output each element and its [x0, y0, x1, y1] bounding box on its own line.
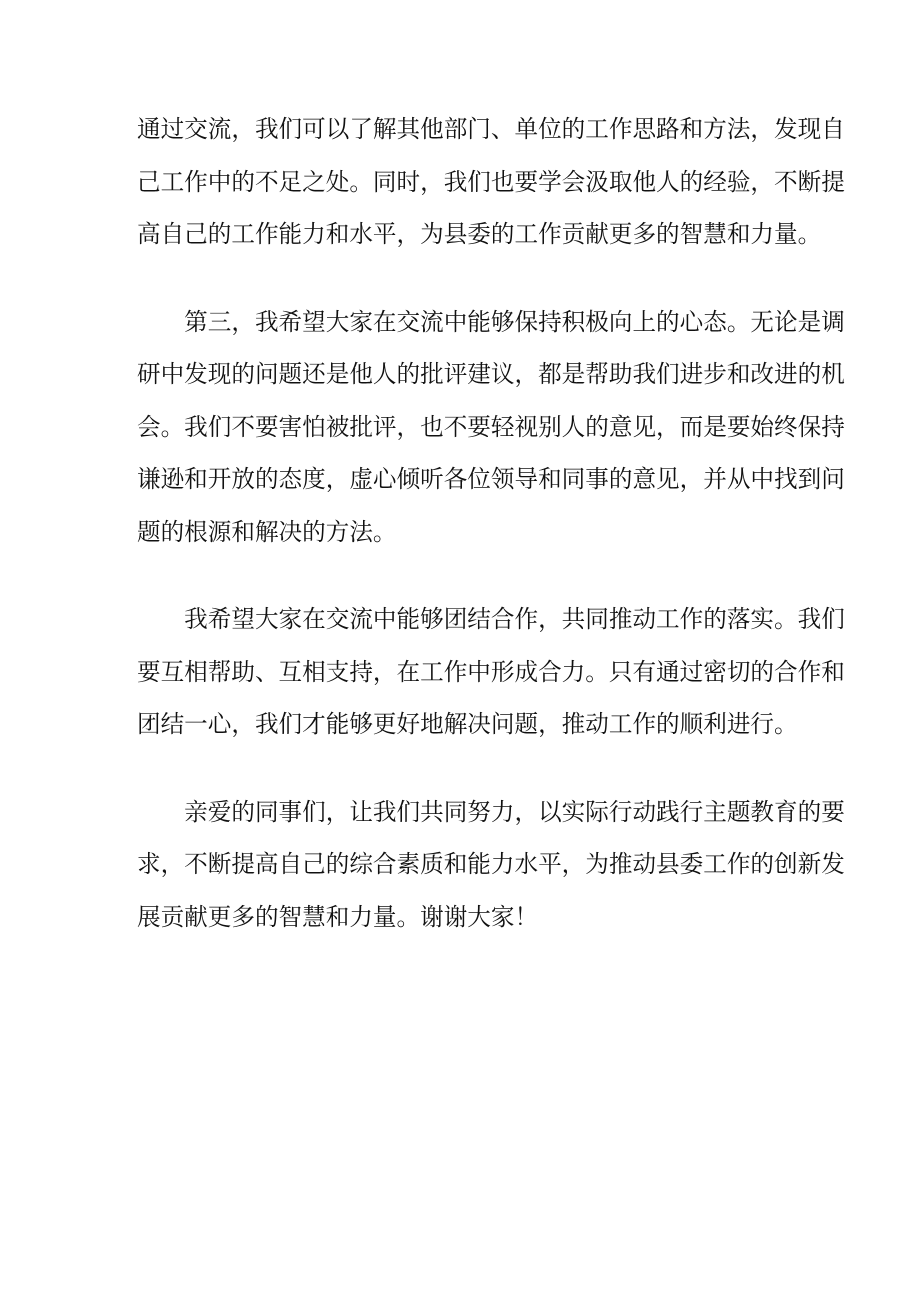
paragraph-line: 己工作中的不足之处。同时，我们也要学会汲取他人的经验，不断提 [137, 167, 845, 196]
paragraph-line: 研中发现的问题还是他人的批评建议，都是帮助我们进步和改进的机 [137, 360, 845, 388]
paragraph-4 [137, 786, 845, 944]
paragraph-line: 高自己的工作能力和水平，为县委的工作贡献更多的智慧和力量。 [137, 220, 822, 248]
paragraph-line: 通过交流，我们可以了解其他部门、单位的工作思路和方法，发现自 [137, 115, 845, 143]
paragraph-line: 谦逊和开放的态度，虚心倾听各位领导和同事的意见，并从中找到问 [137, 465, 845, 493]
paragraph-line: 题的根源和解决的方法。 [137, 517, 397, 546]
paragraph-1 [137, 103, 845, 261]
paragraph-line: 亲爱的同事们，让我们共同努力，以实际行动践行主题教育的要 [137, 797, 845, 826]
paragraph-line: 会。我们不要害怕被批评，也不要轻视别人的意见，而是要始终保持 [137, 412, 845, 441]
paragraph-line: 第三，我希望大家在交流中能够保持积极向上的心态。无论是调 [137, 307, 845, 336]
paragraph-line: 我希望大家在交流中能够团结合作，共同推动工作的落实。我们 [137, 605, 845, 633]
paragraph-2 [137, 296, 845, 559]
paragraph-3 [137, 593, 845, 751]
paragraph-line: 展贡献更多的智慧和力量。谢谢大家！ [137, 902, 539, 931]
paragraph-line: 要互相帮助、互相支持，在工作中形成合力。只有通过密切的合作和 [137, 657, 845, 686]
document-body [137, 103, 845, 943]
paragraph-line: 团结一心，我们才能够更好地解决问题，推动工作的顺利进行。 [137, 710, 798, 738]
paragraph-line: 求，不断提高自己的综合素质和能力水平，为推动县委工作的创新发 [137, 850, 845, 878]
